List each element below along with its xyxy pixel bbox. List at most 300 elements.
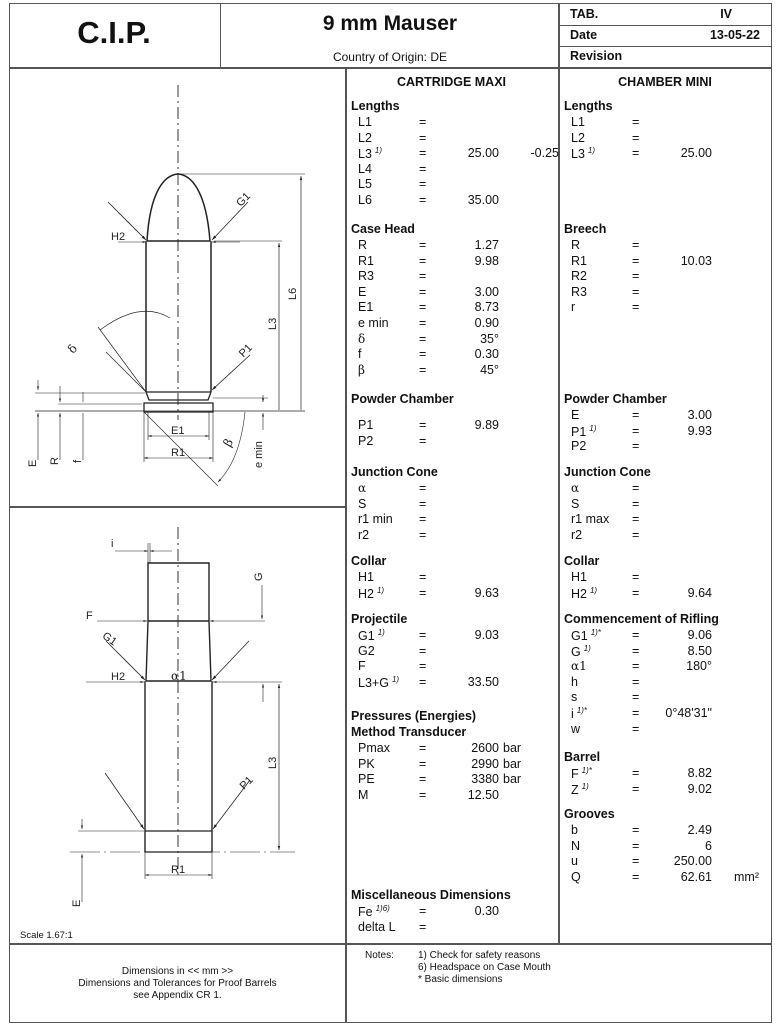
spec-label <box>358 131 372 145</box>
spec-label-text: H2 <box>571 586 587 601</box>
spec-label-text: L3+G <box>358 675 389 690</box>
spec-value: 0°48'31" <box>665 706 712 720</box>
spec-value: 0.30 <box>474 347 499 362</box>
spec-row <box>564 497 774 513</box>
spec-value: 8.73 <box>474 300 499 315</box>
spec-unit: bar <box>503 741 522 755</box>
spec-label-text: H1 <box>358 570 374 584</box>
label-e: E <box>71 899 83 907</box>
spec-label-text: N <box>571 838 581 853</box>
spec-label-text: b <box>571 823 578 837</box>
spec-row <box>564 238 774 254</box>
spec-value: 9.03 <box>474 628 499 642</box>
document-title: 9 mm Mauser <box>322 12 458 35</box>
equals-sign: = <box>419 300 427 315</box>
equals-sign: = <box>419 628 427 642</box>
drawing-column-divider <box>345 67 347 943</box>
spec-value: 2600 <box>471 741 499 755</box>
equals-sign: = <box>419 177 427 192</box>
footnote-ref: 1)* <box>581 766 592 775</box>
spec-row <box>564 854 774 870</box>
spec-value: 62.61 <box>680 869 712 884</box>
equals-sign: = <box>419 527 427 542</box>
date-value: 13-05-22 <box>709 28 760 42</box>
spec-row <box>351 269 561 285</box>
footnote-ref: 1) <box>374 146 383 156</box>
equals-sign: = <box>632 439 640 454</box>
spec-row <box>351 347 561 363</box>
label-alpha1: α1 <box>171 669 187 683</box>
spec-label <box>571 115 585 129</box>
label-f: f <box>72 459 84 463</box>
section-title-grooves: Grooves <box>564 807 615 821</box>
equals-sign: = <box>419 643 427 658</box>
equals-sign: = <box>419 512 427 527</box>
label-h2: H2 <box>111 671 126 683</box>
footnote-ref: 1)* <box>590 628 601 637</box>
spec-label-text: α <box>358 481 367 495</box>
footnote-ref: 1) <box>391 674 400 684</box>
footer-divider <box>9 943 772 945</box>
spec-label-text: R <box>358 238 368 252</box>
equals-sign: = <box>632 585 640 600</box>
chamber-heading: CHAMBER MINI <box>618 75 712 89</box>
spec-label-text: L6 <box>358 193 372 207</box>
spec-label-text: Fe <box>358 905 373 920</box>
spec-label-text: Q <box>571 869 581 884</box>
equals-sign: = <box>632 690 640 705</box>
spec-label-text: α <box>571 481 580 495</box>
note-item: 1) Check for safety reasons <box>418 950 541 961</box>
equals-sign: = <box>632 115 640 129</box>
notes-label: Notes: <box>365 950 394 961</box>
spec-label <box>358 332 365 346</box>
equals-sign: = <box>632 869 640 884</box>
spec-row <box>351 659 561 675</box>
chamber-drawing <box>0 507 345 943</box>
equals-sign: = <box>632 253 640 268</box>
spec-label <box>358 586 384 601</box>
spec-row <box>351 757 561 773</box>
spec-row <box>564 675 774 691</box>
section-title-powder-chamber: Powder Chamber <box>351 392 454 406</box>
equals-sign: = <box>419 347 427 362</box>
label-e: E <box>27 459 39 467</box>
spec-row <box>564 722 774 738</box>
spec-label <box>358 177 372 191</box>
equals-sign: = <box>419 238 427 252</box>
section-subtitle-pressures: Method Transducer <box>351 725 467 739</box>
spec-row <box>351 193 561 209</box>
spec-row <box>564 823 774 839</box>
spec-value: 2.49 <box>687 823 712 837</box>
spec-label <box>358 570 374 584</box>
spec-value: 0.30 <box>474 904 499 918</box>
revision-label: Revision <box>570 49 623 63</box>
organization-logo: C.I.P. <box>77 15 151 50</box>
footnote-ref: 1) <box>581 781 589 791</box>
spec-row <box>351 628 561 644</box>
spec-label-text: S <box>358 496 367 511</box>
spec-value: 35° <box>480 331 499 346</box>
spec-value: 9.98 <box>474 253 499 268</box>
section-title-breech: Breech <box>564 222 607 236</box>
spec-label <box>571 439 586 453</box>
equals-sign: = <box>632 838 640 853</box>
spec-row <box>351 586 561 602</box>
spec-label-text: L5 <box>358 177 372 192</box>
spec-label <box>571 285 587 299</box>
spec-value: 9.06 <box>687 628 712 642</box>
spec-label-text: R1 <box>358 253 374 268</box>
spec-label <box>571 300 575 314</box>
equals-sign: = <box>632 238 640 252</box>
spec-row <box>351 162 561 178</box>
spec-label <box>571 766 592 781</box>
spec-value: 9.93 <box>687 423 712 438</box>
spec-row <box>564 839 774 855</box>
spec-label-text: PK <box>358 756 375 771</box>
spec-label <box>571 782 589 797</box>
spec-row <box>564 586 774 602</box>
spec-label-text: w <box>571 721 581 736</box>
equals-sign: = <box>419 741 427 755</box>
equals-sign: = <box>632 854 640 869</box>
label-e1: E1 <box>171 425 185 437</box>
spec-value: 2990 <box>471 756 499 771</box>
equals-sign: = <box>632 766 640 780</box>
spec-label-text: r1 max <box>571 512 610 527</box>
spec-row <box>351 434 561 450</box>
spec-row <box>351 904 561 920</box>
spec-row <box>564 570 774 586</box>
spec-label-text: R2 <box>571 269 587 284</box>
spec-row <box>564 131 774 147</box>
country-of-origin: Country of Origin: DE <box>332 50 448 64</box>
tab-value: IV <box>720 7 732 21</box>
equals-sign: = <box>419 496 427 511</box>
spec-value: 3380 <box>471 772 499 787</box>
footnote-ref: 1) <box>589 585 598 595</box>
spec-label <box>358 659 366 673</box>
spec-label-text: L3 <box>358 147 372 162</box>
spec-row <box>564 424 774 440</box>
spec-label <box>571 706 587 721</box>
spec-value: 9.89 <box>474 418 499 432</box>
spec-label <box>571 659 587 673</box>
dimensions-line: see Appendix CR 1. <box>133 990 222 1001</box>
spec-row <box>564 512 774 528</box>
spec-label <box>358 285 366 299</box>
dimensions-line: Dimensions and Tolerances for Proof Barrels <box>78 978 277 989</box>
equals-sign: = <box>632 781 640 796</box>
section-title-lengths: Lengths <box>564 99 613 113</box>
equals-sign: = <box>419 115 427 129</box>
spec-label <box>571 854 578 868</box>
spec-row <box>564 659 774 675</box>
dimensions-line: Dimensions in << mm >> <box>121 966 234 977</box>
spec-row <box>351 332 561 348</box>
spec-row <box>351 131 561 147</box>
spec-unit: bar <box>503 756 522 771</box>
label-p1: P1 <box>236 341 255 360</box>
spec-row <box>351 418 561 434</box>
section-title-rifling: Commencement of Rifling <box>564 612 719 626</box>
spec-label <box>571 497 579 511</box>
equals-sign: = <box>419 418 427 432</box>
equals-sign: = <box>632 706 640 720</box>
spec-label-text: R3 <box>358 269 374 284</box>
spec-value: 1.27 <box>474 238 499 252</box>
spec-label-text: P1 <box>358 418 374 432</box>
spec-label-text: H1 <box>571 570 587 584</box>
spec-row <box>351 788 561 804</box>
spec-label-text: R1 <box>571 253 587 268</box>
bore-outline <box>148 563 209 621</box>
spec-row <box>564 408 774 424</box>
spec-label <box>571 675 578 689</box>
spec-value: 8.82 <box>687 766 712 780</box>
spec-row <box>351 254 561 270</box>
spec-label-text: β <box>358 362 365 377</box>
spec-label <box>571 424 596 439</box>
spec-label-text: i <box>571 707 574 722</box>
spec-value: 25.00 <box>467 146 499 161</box>
spec-label <box>358 788 368 802</box>
spec-value: 3.00 <box>474 284 499 299</box>
equals-sign: = <box>632 423 640 438</box>
equals-sign: = <box>632 300 640 315</box>
spec-label <box>571 238 580 252</box>
date-label: Date <box>570 28 598 42</box>
footnote-ref: 1) <box>377 628 385 637</box>
equals-sign: = <box>419 193 427 207</box>
label-l3: L3 <box>267 317 279 330</box>
spec-label <box>358 497 366 511</box>
spec-label-text: L4 <box>358 161 372 176</box>
spec-label-text: r2 <box>358 527 370 542</box>
spec-label <box>358 316 389 330</box>
equals-sign: = <box>419 585 427 600</box>
spec-label <box>571 254 587 268</box>
spec-row <box>564 146 774 162</box>
spec-label <box>358 363 365 377</box>
equals-sign: = <box>632 408 640 422</box>
spec-row <box>564 439 774 455</box>
spec-row <box>564 269 774 285</box>
spec-label-text: M <box>358 787 369 802</box>
spec-unit: bar <box>503 772 522 787</box>
spec-row <box>351 741 561 757</box>
spec-label <box>358 300 373 314</box>
spec-row <box>564 628 774 644</box>
spec-value: 25.00 <box>680 146 712 161</box>
tab-label: TAB. <box>570 7 599 21</box>
footnote-ref: 1) <box>587 146 596 156</box>
spec-label-text: E <box>358 284 367 299</box>
spec-label-text: G1 <box>358 629 375 644</box>
equals-sign: = <box>419 756 427 771</box>
spec-label-text: L1 <box>571 115 585 129</box>
label-r1: R1 <box>171 864 186 876</box>
spec-label-text: r1 min <box>358 512 393 527</box>
spec-label-text: F <box>571 767 579 782</box>
equals-sign: = <box>419 331 427 346</box>
spec-value: 12.50 <box>467 787 499 802</box>
label-h2: H2 <box>111 231 126 243</box>
spec-label <box>571 586 597 601</box>
spec-label-text: R <box>571 238 581 252</box>
equals-sign: = <box>419 362 427 377</box>
spec-label <box>358 757 375 771</box>
spec-value: 35.00 <box>467 193 499 207</box>
spec-label <box>358 238 367 252</box>
footnote-ref: 1)6) <box>375 904 390 913</box>
spec-row <box>351 644 561 660</box>
meta-revision <box>570 46 770 66</box>
spec-row <box>564 870 774 886</box>
spec-row <box>564 481 774 497</box>
spec-label <box>571 528 582 542</box>
spec-row <box>564 644 774 660</box>
spec-label-text: P2 <box>358 433 374 448</box>
spec-label <box>571 408 579 422</box>
spec-label-text: H2 <box>358 586 374 601</box>
spec-value: 9.02 <box>687 781 712 796</box>
spec-row <box>351 285 561 301</box>
spec-row <box>351 481 561 497</box>
spec-label-text: delta L <box>358 919 396 934</box>
spec-label-text: r2 <box>571 527 583 542</box>
spec-tolerance: -0.25 <box>530 146 559 161</box>
section-title-junction-cone: Junction Cone <box>351 465 438 479</box>
spec-row <box>351 146 561 162</box>
spec-row <box>564 300 774 316</box>
spec-label <box>358 528 369 542</box>
spec-label <box>358 675 399 690</box>
spec-label <box>571 722 580 736</box>
spec-value: 250.00 <box>673 854 712 869</box>
section-title-collar: Collar <box>564 554 600 568</box>
note-item: * Basic dimensions <box>418 974 503 985</box>
spec-row <box>564 285 774 301</box>
section-title-collar: Collar <box>351 554 387 568</box>
spec-label <box>358 920 396 934</box>
spec-row <box>564 528 774 544</box>
spec-label-text: PE <box>358 772 375 787</box>
equals-sign: = <box>419 919 427 934</box>
spec-label <box>358 254 374 268</box>
spec-value: 0.90 <box>474 316 499 330</box>
spec-label <box>358 512 393 526</box>
spec-label-text: R3 <box>571 284 587 299</box>
spec-label <box>571 146 595 161</box>
equals-sign: = <box>419 787 427 802</box>
spec-label-text: E <box>571 408 580 422</box>
equals-sign: = <box>419 433 427 448</box>
equals-sign: = <box>632 659 640 674</box>
spec-label-text: S <box>571 496 580 511</box>
spec-label <box>571 481 579 495</box>
equals-sign: = <box>632 570 640 584</box>
spec-label <box>358 418 373 432</box>
equals-sign: = <box>419 253 427 268</box>
equals-sign: = <box>419 130 427 145</box>
equals-sign: = <box>419 570 427 584</box>
spec-label <box>571 823 578 837</box>
footnote-ref: 1)* <box>576 706 588 715</box>
label-r: R <box>49 457 61 465</box>
spec-label <box>358 741 390 755</box>
equals-sign: = <box>632 721 640 736</box>
spec-label <box>358 644 375 658</box>
spec-label <box>358 628 385 643</box>
spec-label-text: e min <box>358 316 389 330</box>
spec-row <box>351 512 561 528</box>
section-title-barrel: Barrel <box>564 750 601 764</box>
spec-row <box>564 782 774 798</box>
label-e-min: e min <box>253 441 265 468</box>
spec-row <box>564 706 774 722</box>
spec-label <box>571 870 581 884</box>
spec-label-text: L1 <box>358 115 372 129</box>
section-title-misc: Miscellaneous Dimensions <box>351 888 511 902</box>
spec-label <box>358 772 375 786</box>
spec-row <box>351 363 561 379</box>
meta-date <box>570 25 770 45</box>
equals-sign: = <box>419 904 427 918</box>
equals-sign: = <box>632 628 640 642</box>
spec-label-text: L2 <box>571 130 585 145</box>
spec-label-text: h <box>571 674 578 689</box>
spec-label-text: E1 <box>358 300 374 315</box>
cartridge-drawing <box>0 0 345 506</box>
spec-label <box>571 570 587 584</box>
spec-label-text: δ <box>358 331 366 346</box>
label-g1: G1 <box>99 630 119 649</box>
spec-value: 180° <box>686 659 712 674</box>
spec-label-text: G1 <box>571 629 588 644</box>
spec-row <box>351 675 561 691</box>
spec-label-text: f <box>358 347 362 362</box>
equals-sign: = <box>632 823 640 837</box>
section-title-projectile: Projectile <box>351 612 408 626</box>
spec-row <box>351 497 561 513</box>
section-title-powder-chamber: Powder Chamber <box>564 392 667 406</box>
spec-label-text: Pmax <box>358 741 390 755</box>
drawing-scale: Scale 1.67:1 <box>20 930 73 941</box>
spec-value: 10.03 <box>680 253 712 268</box>
equals-sign: = <box>419 659 427 674</box>
equals-sign: = <box>632 146 640 161</box>
equals-sign: = <box>419 269 427 284</box>
chamber-base <box>145 831 212 852</box>
label-l3: L3 <box>267 756 279 769</box>
spec-value: 33.50 <box>467 674 499 689</box>
label-l6: L6 <box>287 287 299 300</box>
spec-label <box>358 115 372 129</box>
spec-label <box>571 839 580 853</box>
section-title-lengths: Lengths <box>351 99 400 113</box>
label-f: F <box>86 610 93 622</box>
spec-unit: mm² <box>734 869 759 884</box>
spec-label <box>571 512 609 526</box>
spec-row <box>351 300 561 316</box>
spec-label-text: G <box>571 644 581 659</box>
spec-label <box>358 193 372 207</box>
spec-label-text: L3 <box>571 147 585 162</box>
spec-label-text: P1 <box>571 424 587 439</box>
